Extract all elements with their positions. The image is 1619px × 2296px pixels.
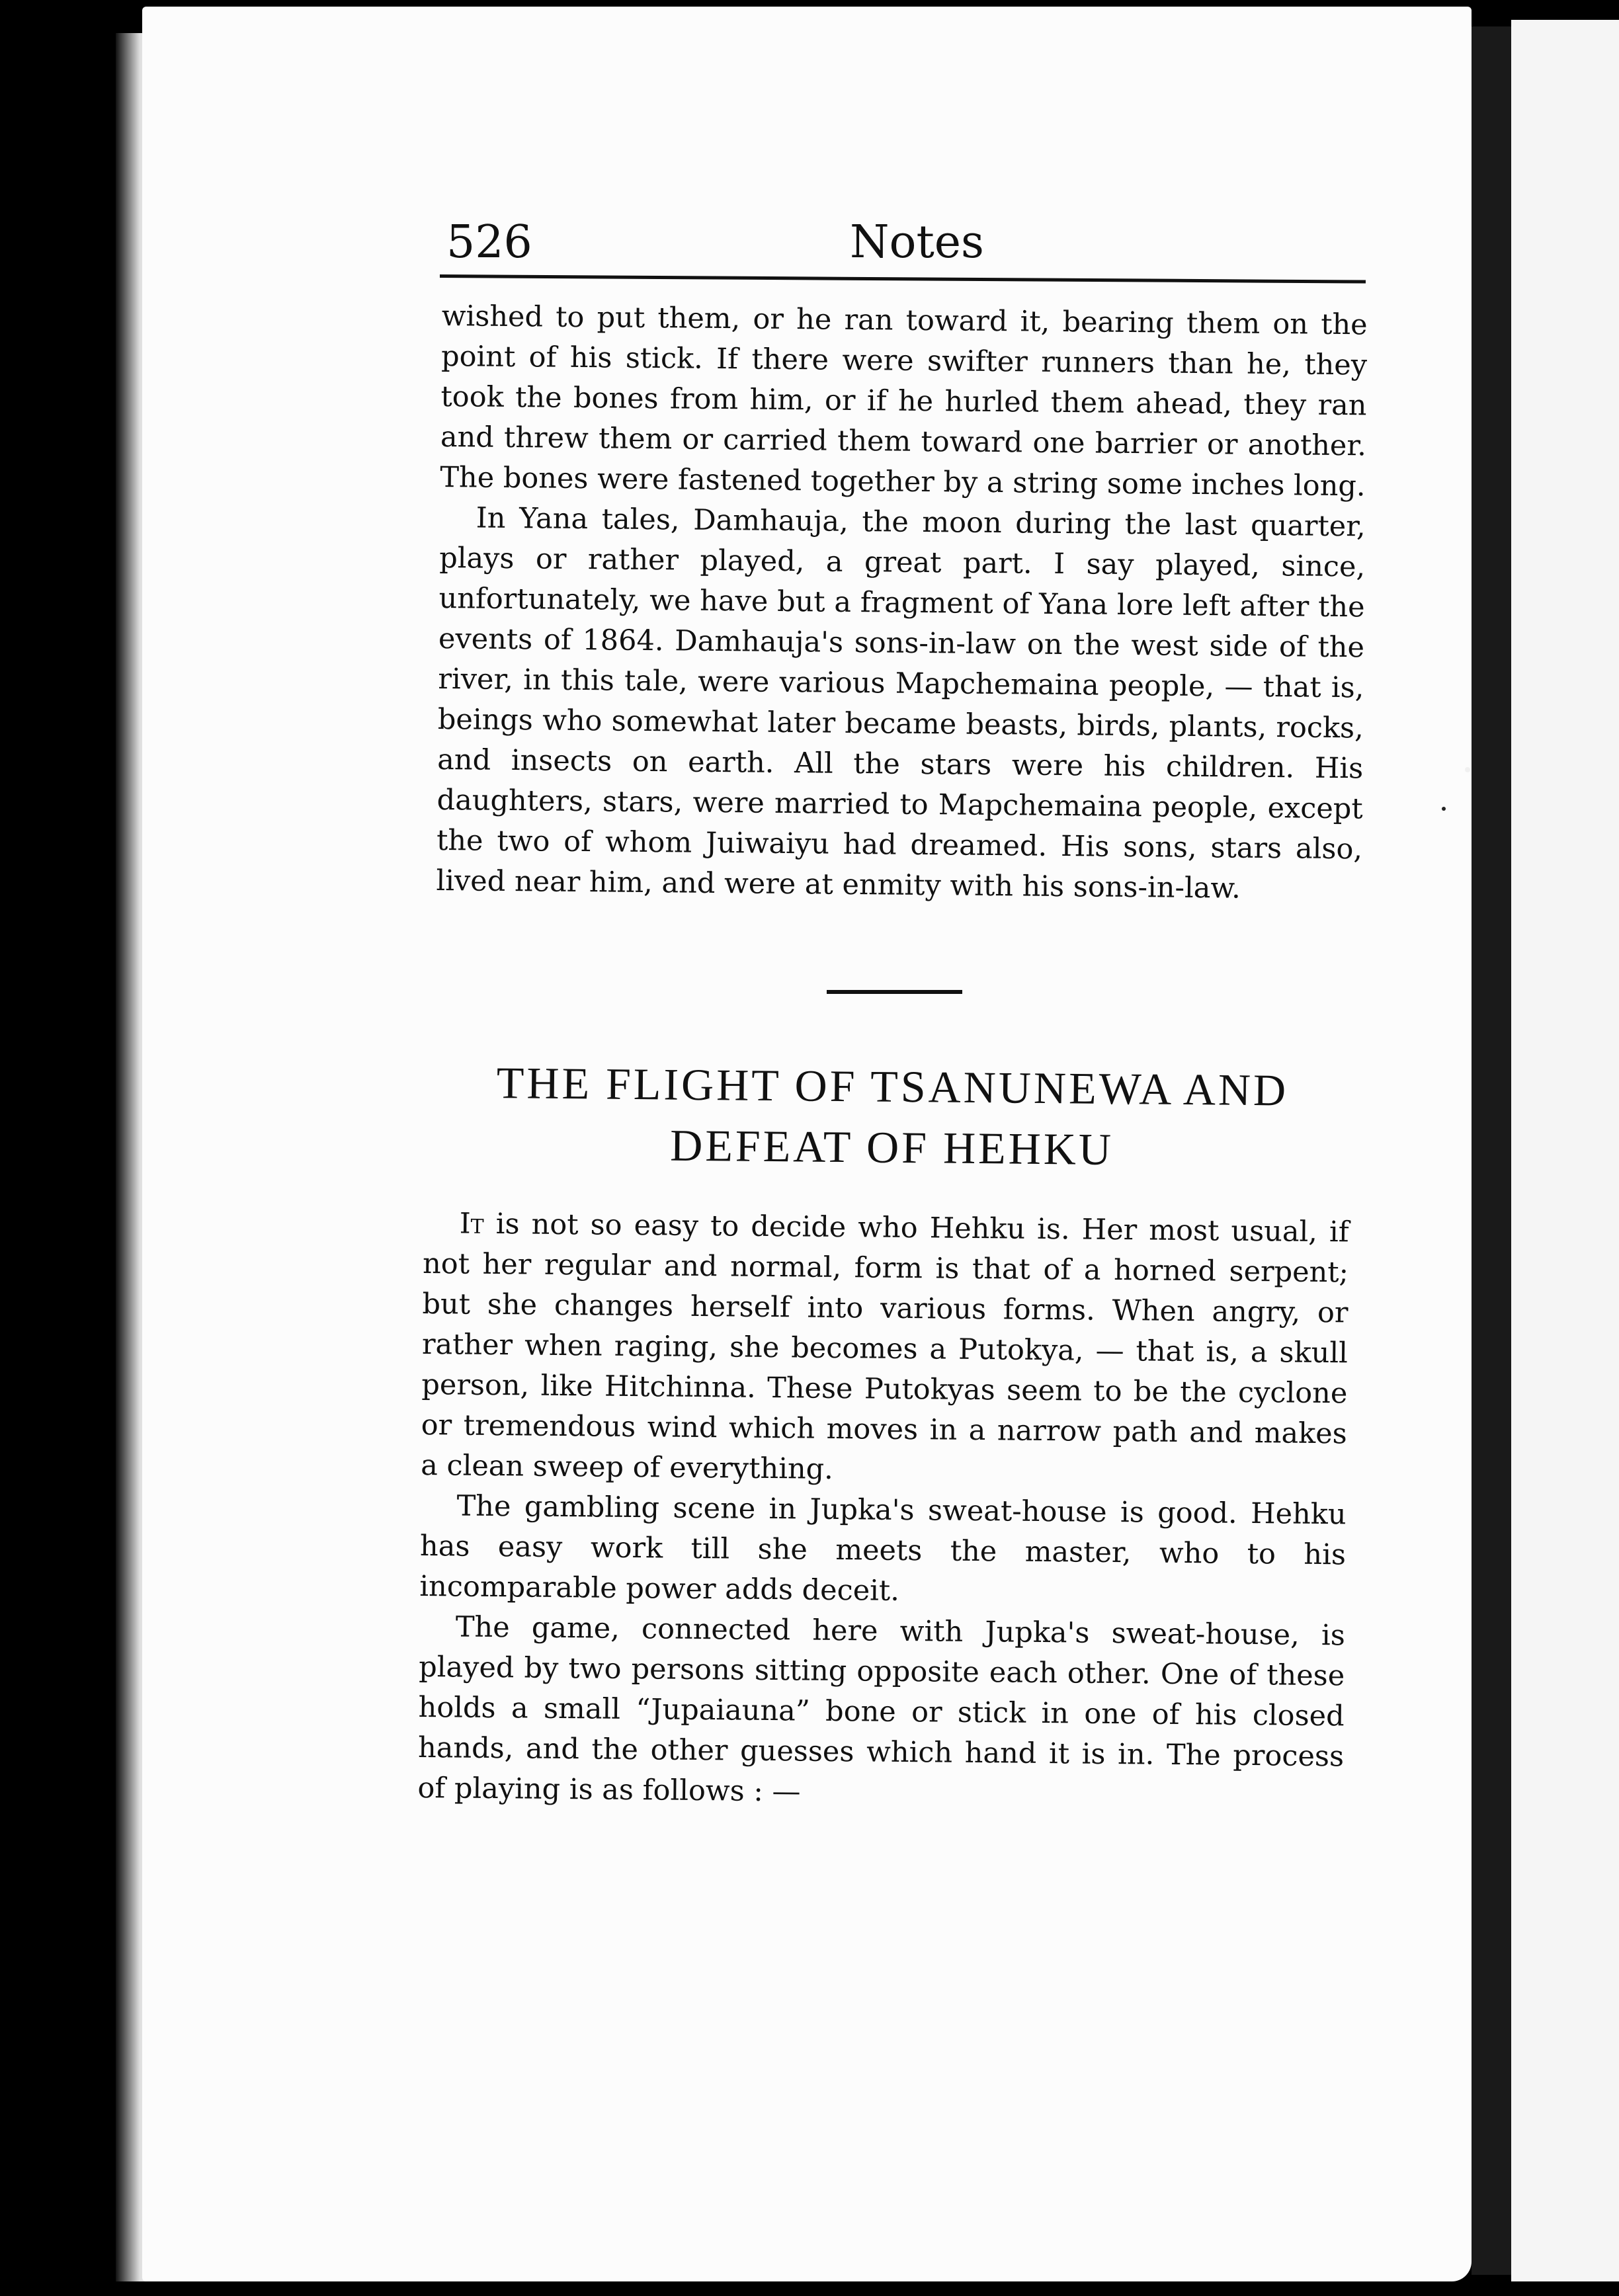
- facing-page-edge: [1511, 20, 1619, 2281]
- paragraph: [421, 1204, 1349, 1495]
- paragraph-text: is not so easy to decide who Hehku is. Her most usual, if not her regular and normal, form is that of a horned serpent; but she changes herself into various forms. When angry, or rather when raging, she becomes a Putokya, — that is, a skull person, like Hitchinna. These Putokyas seem to be the cyclone or tremendous wind which moves in a narrow path and makes a clean sweep of everything.: [420, 1207, 1349, 1486]
- heading-line: THE FLIGHT OF TSANUNEWA AND: [496, 1057, 1289, 1116]
- heading-line: DEFEAT OF HEHKU: [669, 1120, 1114, 1175]
- page-number: 526: [446, 216, 532, 268]
- running-head: [440, 208, 1366, 274]
- section-heading: [422, 1051, 1362, 1182]
- book-gutter: [1472, 26, 1511, 2275]
- paragraph: The gambling scene in Jupka's sweat-house is good. Hehku has easy work till she meets the master, who to his incomparable power adds deceit.: [419, 1489, 1347, 1608]
- section-notes: [417, 1204, 1349, 1817]
- running-title: Notes: [850, 216, 984, 268]
- paragraph: wished to put them, or he ran toward it, bearing them on the point of his stick. If there were swifter runners than he, they took the bones from him, or if he hurled them ahead, they ran and threw them or carried them toward one barrier or another. The bones were fastened together by a string some inches long.: [440, 299, 1368, 503]
- paragraph: The game, connected here with Jupka's sweat-house, is played by two persons sitting opposite each other. One of these holds a small “Jupaiauna” bone or stick in one of his closed hands, and the other guesses which hand it is in. The process of playing is as follows : —: [417, 1610, 1346, 1809]
- section-divider: [827, 990, 962, 994]
- scan-speck: [1465, 767, 1470, 772]
- scan-speck: [1442, 807, 1446, 811]
- lead-word: It: [459, 1207, 484, 1241]
- paragraph: In Yana tales, Damhauja, the moon during the last quarter, plays or rather played, a great part. I say played, since, unfortunately, we have but a fragment of Yana lore left after the events of 1864. Damhauja's sons-in-law on the west side of the river, in this tale, were various Mapchemaina people, — that is, beings who somewhat later became beasts, birds, plants, rocks, and insects on earth. All the stars were his children. His daughters, stars, were married to Mapchemaina people, except the two of whom Juiwaiyu had dreamed. His sons, stars also, lived near him, and were at enmity with his sons-in-law.: [436, 501, 1366, 905]
- notes-continuation: [436, 296, 1368, 910]
